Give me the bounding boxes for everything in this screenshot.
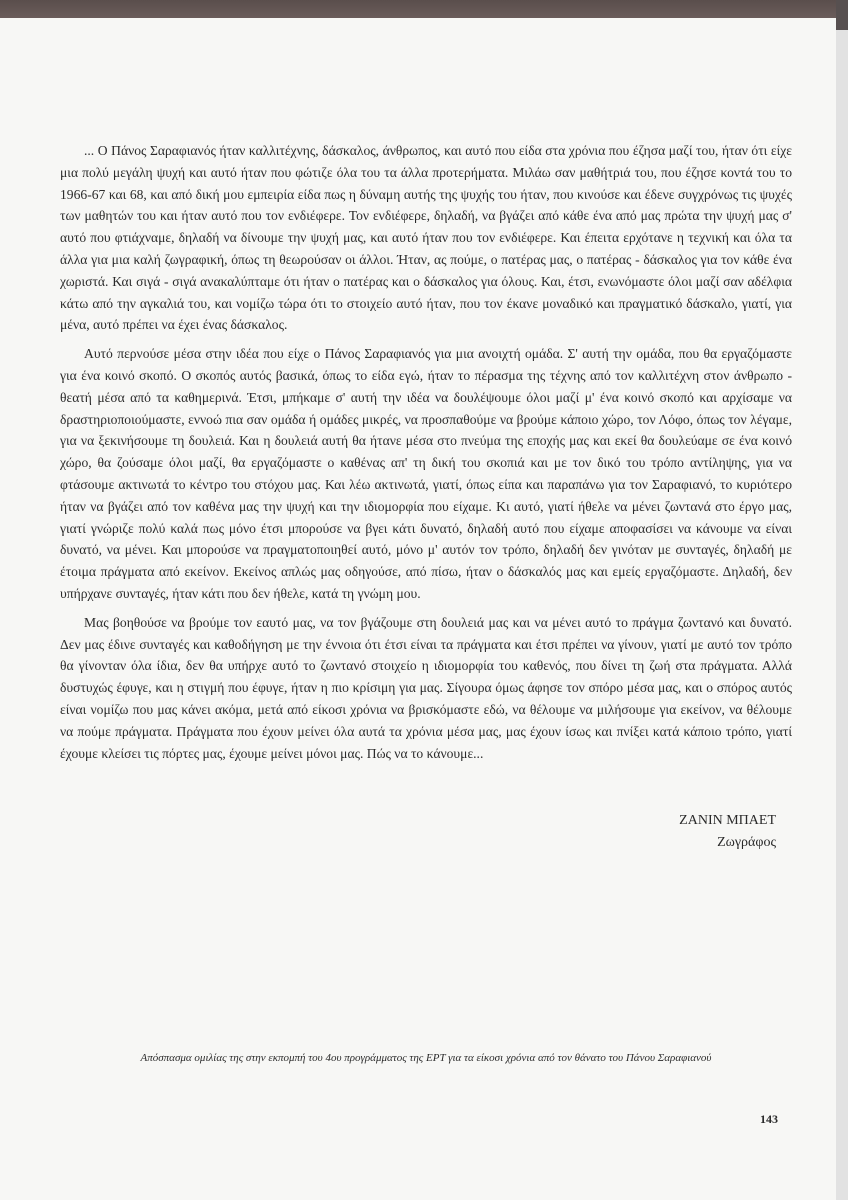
paragraph: Αυτό περνούσε μέσα στην ιδέα που είχε ο Πάνος Σαραφιανός για μια ανοιχτή ομάδα. Σ' αυτή την ομάδα, που θα εργαζόμαστε για ένα κοινό σκοπό. Ο σκοπός αυτός βασικά, όπως το είδα εγώ, ήταν το πέρασμα της τέχνης από τον καλλιτέχνη στον άνθρωπο - θεατή μέσα από τα καθημερινά. Έτσι, μπήκαμε σ' αυτή την ιδέα να δουλέψουμε όλοι μαζί μ' ένα κοινό σκοπό και αρχίσαμε να δραστηριοποιούμαστε, εννοώ πια σαν ομάδα ή ομάδες μικρές, να προσπαθούμε να βρούμε κάποιο χώρο, τον Λόφο, όπως τον λέγαμε, για να ξεκινήσουμε τη δουλειά. Και η δουλειά αυτή θα ήτανε μέσα στο πνεύμα της εποχής μας και εκεί θα δουλεύαμε σε ένα κοινό χώρο, θα ζούσαμε όλοι μαζί, θα εργαζόμαστε ο καθένας απ' τη δική του σκοπιά και με τον δικό του τρόπο αντίληψης, για να φτάσουμε ακτινωτά το κέντρο του στόχου μας. Και λέω ακτινωτά, γιατί, όπως είπα και παραπάνω για τον Σαραφιανό, το κυριότερο ήταν να βγάζει από τον καθένα μας την ψυχή και την ιδιομορφία που είχαμε. Κι αυτό, γιατί ήθελε να μένει ζωντανά στο έργο μας, γιατί γνώριζε πολύ καλά πως μόνο έτσι μπορούσε να βγει κάτι δυνατό, δηλαδή αυτό που είχαμε αποφασίσει να κάνουμε να είναι δυνατό, να μένει. Και μπορούσε να πραγματοποιηθεί αυτό, μόνο μ' αυτόν τον τρόπο, δηλαδή δεν γινόταν με συνταγές, δηλαδή με έτοιμα πράγματα από εκείνον. Εκείνος απλώς μας οδηγούσε, από πίσω, ήταν ο δάσκαλός μας και εμείς εργαζόμαστε. Δηλαδή, δεν υπήρχανε συνταγές, ήταν κάτι που δεν ήθελε, κατά τη γνώμη μου. bbox=[60, 346, 792, 601]
paragraph: Μας βοηθούσε να βρούμε τον εαυτό μας, να τον βγάζουμε στη δουλειά μας και να μένει αυτό το πράγμα ζωντανό και δυνατό. Δεν μας έδινε συνταγές και καθοδήγηση με την έννοια ότι έτσι είναι τα πράγματα και έτσι πρέπει να γίνουν, γιατί με αυτό τον τρόπο θα γίνονταν όλα ίδια, δεν θα υπήρχε αυτό το ζωντανό στοιχείο η ιδιομορφία του καθενός, που δίνει τη ζωή στα πράγματα. Αλλά δυστυχώς έφυγε, και η στιγμή που έφυγε, ήταν η πιο κρίσιμη για μας. Σίγουρα όμως άφησε τον σπόρο μέσα μας, και ο σπόρος αυτός είναι νομίζω που μας κάνει ακόμα, μετά από είκοσι χρόνια να βρισκόμαστε εδώ, να θέλουμε να μιλήσουμε για εκείνον, να θέλουμε να πούμε πράγματα. Πράγματα που έχουν μείνει όλα αυτά τα χρόνια μέσα μας, μας έχουν ίσως και πνίξει κατά κάποιο τρόπο, γιατί έχουμε κλείσει τις πόρτες μας, έχουμε μείνει μόνοι μας. Πώς να το κάνουμε... bbox=[60, 614, 792, 761]
source-caption: Απόσπασμα ομιλίας της στην εκπομπή του 4ου προγράμματος της ΕΡΤ για τα είκοσι χρόνια από τον θάνατο του Πάνου Σαραφιανού bbox=[140, 1052, 712, 1064]
signature-block bbox=[679, 810, 776, 854]
scan-corner-shadow bbox=[836, 0, 848, 30]
author-role: Ζωγράφος bbox=[717, 835, 776, 850]
article-body bbox=[60, 140, 792, 771]
page-number: 143 bbox=[760, 1112, 778, 1126]
scan-right-edge bbox=[836, 0, 848, 1200]
paragraph: ... Ο Πάνος Σαραφιανός ήταν καλλιτέχνης, δάσκαλος, άνθρωπος, και αυτό που είδα στα χρόνια που έζησα μαζί του, ήταν ότι είχε μια πολύ μεγάλη ψυχή και αυτό ήταν που φώτιζε όλα του τα άλλα προτερήματα. Μιλάω σαν μαθήτριά του, που έζησε κοντά του το 1966-67 και 68, και από δική μου εμπειρία είδα πως η δύναμη αυτής της ψυχής του ήταν, που κινούσε και έδενε συγχρόνως τις ψυχές των μαθητών του και ήταν αυτό που τον ενδιέφερε. Τον ενδιέφερε, δηλαδή, να βγάζει από κάθε ένα από μας πρώτα την ψυχή μας σ' αυτό που φτιάχναμε, δηλαδή να δίνουμε την ψυχή μας, και αυτό ήταν που τον ενδιέφερε. Και έπειτα ερχότανε η τεχνική και όλα τα άλλα για μια καλή ζωγραφική, όπως τη θεωρούσαν οι άλλοι. Ήταν, ας πούμε, ο πατέρας μας, ο πατέρας - δάσκαλος για τον κάθε ένα χωριστά. Και σιγά - σιγά ανακαλύπταμε ότι ήταν ο πατέρας και ο δάσκαλος για όλους. Και, έτσι, ενωνόμαστε όλοι μαζί σαν αδέλφια κάτω από την αγκαλιά του, και νομίζω τώρα ότι το στοιχείο αυτό ήταν, που τον έκανε μοναδικό και πραγματικό δάσκαλο, γιατί, για μένα, αυτό πρέπει να έχει ένας δάσκαλος. bbox=[60, 143, 792, 333]
author-name: ΖΑΝΙΝ ΜΠΑΕΤ bbox=[679, 813, 776, 828]
scan-top-band bbox=[0, 0, 836, 18]
